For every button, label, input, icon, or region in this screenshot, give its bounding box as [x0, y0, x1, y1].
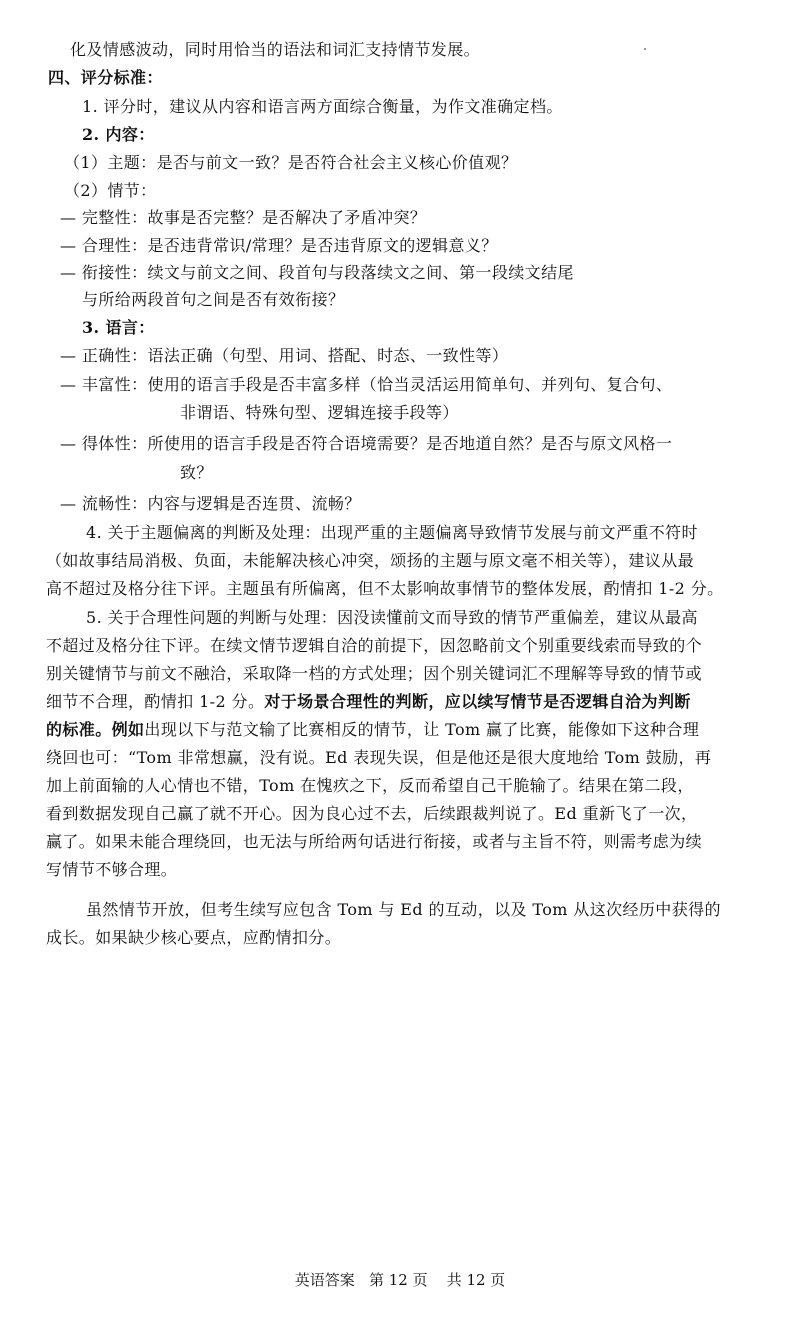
- text-line: （如故事结局消极、负面，未能解决核心冲突，颂扬的主题与原文毫不相关等），建议从最: [46, 551, 695, 570]
- text-line: 别关键情节与前文不融洽，采取降一档的方式处理；因个别关键词汇不理解等导致的情节或: [46, 664, 703, 683]
- bold-run: 例如: [111, 720, 145, 739]
- text-line: 致？: [180, 463, 213, 482]
- text-line: 绕回也可：“Tom 非常想赢，没有说。Ed 表现失误，但是他还是很大度地给 Tom 鼓励，再: [46, 748, 712, 767]
- section-heading-4: 四、评分标准：: [48, 68, 163, 87]
- text-line: — 正确性：语法正确（句型、用词、搭配、时态、一致性等）: [60, 346, 509, 365]
- text-line: 高不超过及格分往下评。主题虽有所偏离，但不太影响故事情节的整体发展，酌情扣 1-2 分。: [46, 579, 724, 598]
- text-line: [46, 720, 699, 740]
- text-line: 看到数据发现自己赢了就不开心。因为良心过不去，后续跟裁判说了。Ed 重新飞了一次，: [46, 804, 698, 823]
- text-line: 5. 关于合理性问题的判断与处理：因没读懂前文而导致的情节严重偏差，建议从最高: [86, 608, 698, 627]
- bold-run: 对于场景合理性的判断，应以续写情节是否逻辑自洽为判断: [264, 692, 691, 711]
- text-run: 细节不合理，酌情扣 1-2 分。: [46, 692, 265, 711]
- text-line: 非谓语、特殊句型、逻辑连接手段等）: [180, 403, 459, 422]
- text-line: 成长。如果缺少核心要点，应酌情扣分。: [46, 928, 342, 947]
- text-line: 加上前面输的人心情也不错，Tom 在愧疚之下，反而希望自己干脆输了。结果在第二段，: [46, 776, 694, 795]
- subheading-content: 2. 内容：: [82, 125, 155, 144]
- text-line: （1）主题：是否与前文一致？是否符合社会主义核心价值观？: [64, 153, 518, 172]
- subheading-language: 3. 语言：: [82, 318, 155, 337]
- page-footer: 英语答案 第 12 页 共 12 页: [294, 1271, 506, 1289]
- text-line: （2）情节：: [64, 181, 157, 200]
- text-run: 出现以下与范文输了比赛相反的情节，让 Tom 赢了比赛，能像如下这种合理: [144, 720, 700, 739]
- text-line: 4. 关于主题偏离的判断及处理：出现严重的主题偏离导致情节发展与前文严重不符时: [86, 523, 698, 542]
- text-line: 1. 评分时，建议从内容和语言两方面综合衡量，为作文准确定档。: [82, 97, 563, 116]
- scan-speck: [644, 48, 646, 50]
- text-line: [46, 692, 691, 712]
- bold-run: 的标准。: [46, 720, 112, 739]
- text-line: — 丰富性：使用的语言手段是否丰富多样（恰当灵活运用简单句、并列句、复合句、: [60, 375, 673, 394]
- text-line: — 流畅性：内容与逻辑是否连贯、流畅？: [60, 494, 361, 513]
- text-line: 不超过及格分往下评。在续文情节逻辑自洽的前提下，因忽略前文个别重要线索而导致的个: [46, 636, 703, 655]
- text-line: 与所给两段首句之间是否有效衔接？: [82, 290, 345, 309]
- text-line: 赢了。如果未能合理绕回，也无法与所给两句话进行衔接，或者与主旨不符，则需考虑为续: [46, 832, 703, 851]
- text-line: — 完整性：故事是否完整？是否解决了矛盾冲突？: [60, 208, 427, 227]
- text-line: 虽然情节开放，但考生续写应包含 Tom 与 Ed 的互动，以及 Tom 从这次经历中获得的: [86, 900, 721, 919]
- text-line: 写情节不够合理。: [46, 860, 178, 879]
- text-line: 化及情感波动，同时用恰当的语法和词汇支持情节发展。: [70, 40, 481, 59]
- text-line: — 衔接性：续文与前文之间、段首句与段落续文之间、第一段续文结尾: [60, 263, 574, 282]
- text-line: — 合理性：是否违背常识/常理？是否违背原文的逻辑意义？: [60, 236, 498, 255]
- text-line: — 得体性：所使用的语言手段是否符合语境需要？是否地道自然？是否与原文风格一: [60, 434, 673, 453]
